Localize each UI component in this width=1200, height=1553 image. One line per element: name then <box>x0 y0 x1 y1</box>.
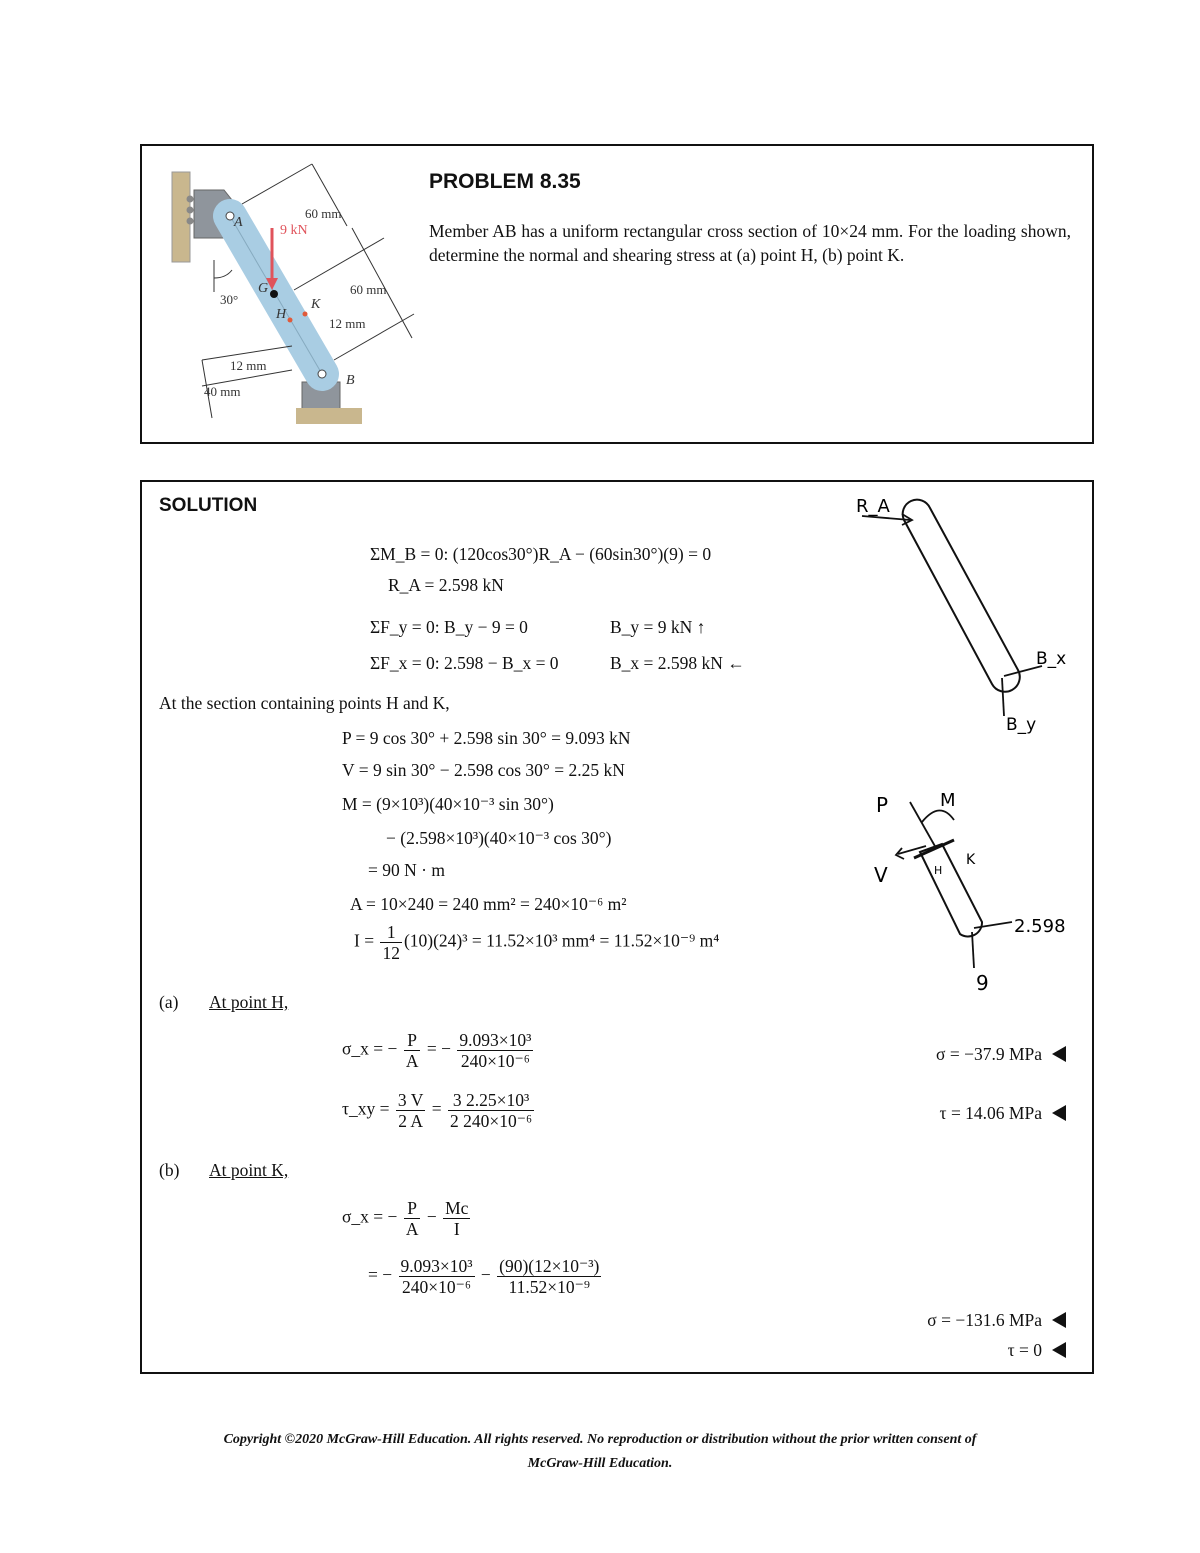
m-equation-2: − (2.598×10³)(40×10⁻³ cos 30°) <box>386 828 612 848</box>
wall-support <box>172 172 190 262</box>
v-label: V <box>874 863 888 887</box>
dim-12mm-left: 12 mm <box>230 358 267 373</box>
ground-support <box>296 408 362 424</box>
ra-result: R_A = 2.598 kN <box>388 575 504 595</box>
problem-box <box>140 144 1094 444</box>
dim-60mm-mid: 60 mm <box>350 282 387 297</box>
m-equation-3: = 90 N · m <box>368 860 445 880</box>
by-label: B_y <box>1006 715 1037 735</box>
answer-marker-icon <box>1052 1312 1066 1328</box>
moment-equation: ΣM_B = 0: (120cos30°)R_A − (60sin30°)(9) = 0 <box>370 544 712 564</box>
answer-a-sigma: σ = −37.9 MPa <box>936 1044 1066 1065</box>
problem-title: PROBLEM 8.35 <box>429 170 581 193</box>
part-a-label: (a) <box>159 992 179 1012</box>
fy-equation: ΣF_y = 0: B_y − 9 = 0 <box>370 617 528 637</box>
answer-a-tau: τ = 14.06 MPa <box>940 1103 1066 1124</box>
answer-marker-icon <box>1052 1046 1066 1062</box>
part-b-sigma-values: = − $\frac{\text{9.093×10³}}{\text{240×10⁻⁶}}$ − $\frac{\text{(90)(12×10⁻³)}}{\text{11.52×10⁻⁹}}$ <box>368 1256 600 1297</box>
load-label: 9 kN <box>280 223 308 238</box>
value-9-label: 9 <box>976 971 989 995</box>
answer-b-sigma: σ = −131.6 MPa <box>927 1310 1066 1331</box>
bx-label: B_x <box>1036 649 1067 669</box>
v-equation: V = 9 sin 30° − 2.598 cos 30° = 2.25 kN <box>342 760 625 780</box>
part-b-label: (b) <box>159 1160 180 1180</box>
dim-40mm: 40 mm <box>204 384 241 399</box>
label-h: H <box>276 307 287 322</box>
fx-equation: ΣF_x = 0: 2.598 − B_x = 0 <box>370 653 559 673</box>
p-equation: P = 9 cos 30° + 2.598 sin 30° = 9.093 kN <box>342 728 631 748</box>
ra-label: R_A <box>856 496 890 517</box>
bx-result: B_x = 2.598 kN ← <box>610 653 745 673</box>
member-outline <box>903 500 1020 692</box>
label-b: B <box>346 373 355 388</box>
free-body-diagram <box>842 490 1082 750</box>
answer-marker-icon <box>1052 1105 1066 1121</box>
label-a: A <box>234 215 243 230</box>
problem-figure <box>162 160 427 450</box>
part-a-title: At point H, <box>209 992 289 1012</box>
k-label: K <box>966 852 976 868</box>
section-free-body-diagram <box>842 782 1082 1002</box>
part-b-sigma: σ_x = − $\frac{P}{A}$ − $\frac{Mc}{I}$ <box>342 1198 469 1239</box>
part-a-sigma: σ_x = − $\frac{P}{A}$ = − $\frac{\text{9.093×10³}}{\text{240×10⁻⁶}}$ <box>342 1030 532 1071</box>
solution-box <box>140 480 1094 1374</box>
value-2598-label: 2.598 <box>1014 916 1066 937</box>
by-result: B_y = 9 kN ↑ <box>610 617 706 637</box>
label-k: K <box>311 297 321 312</box>
answer-marker-icon <box>1052 1342 1066 1358</box>
p-label: P <box>876 793 889 817</box>
h-label: H <box>934 864 943 877</box>
section-text: At the section containing points H and K, <box>159 693 450 713</box>
area-equation: A = 10×240 = 240 mm² = 240×10⁻⁶ m² <box>350 894 627 914</box>
problem-statement: Member AB has a uniform rectangular cross section of 10×24 mm. For the loading shown, determine the normal and shearing stress at (a) point H, (b) point K. <box>429 221 1071 265</box>
copyright-footer <box>0 1428 1200 1476</box>
part-b-title: At point K, <box>209 1160 289 1180</box>
dim-60mm-top: 60 mm <box>305 206 342 221</box>
dim-12mm-right: 12 mm <box>329 316 366 331</box>
solution-title: SOLUTION <box>159 495 258 516</box>
m-label: M <box>940 790 956 811</box>
m-equation-1: M = (9×10³)(40×10⁻³ sin 30°) <box>342 794 554 814</box>
footer-line-2: McGraw-Hill Education. <box>527 1456 673 1471</box>
footer-line-1: Copyright ©2020 McGraw-Hill Education. All rights reserved. No reproduction or distribution without the prior written consent of <box>223 1432 977 1447</box>
part-a-tau: τ_xy = $\frac{3 V}{2 A}$ = $\frac{\text{3 2.25×10³}}{\text{2 240×10⁻⁶}}$ <box>342 1090 533 1131</box>
answer-b-tau: τ = 0 <box>1008 1340 1066 1361</box>
inertia-equation: I = $\frac{1}{12}$ (10)(24)³ = 11.52×10³ mm⁴ = 11.52×10⁻⁹ m⁴ <box>354 922 720 963</box>
angle-label: 30° <box>220 292 239 307</box>
label-g: G <box>258 281 269 296</box>
